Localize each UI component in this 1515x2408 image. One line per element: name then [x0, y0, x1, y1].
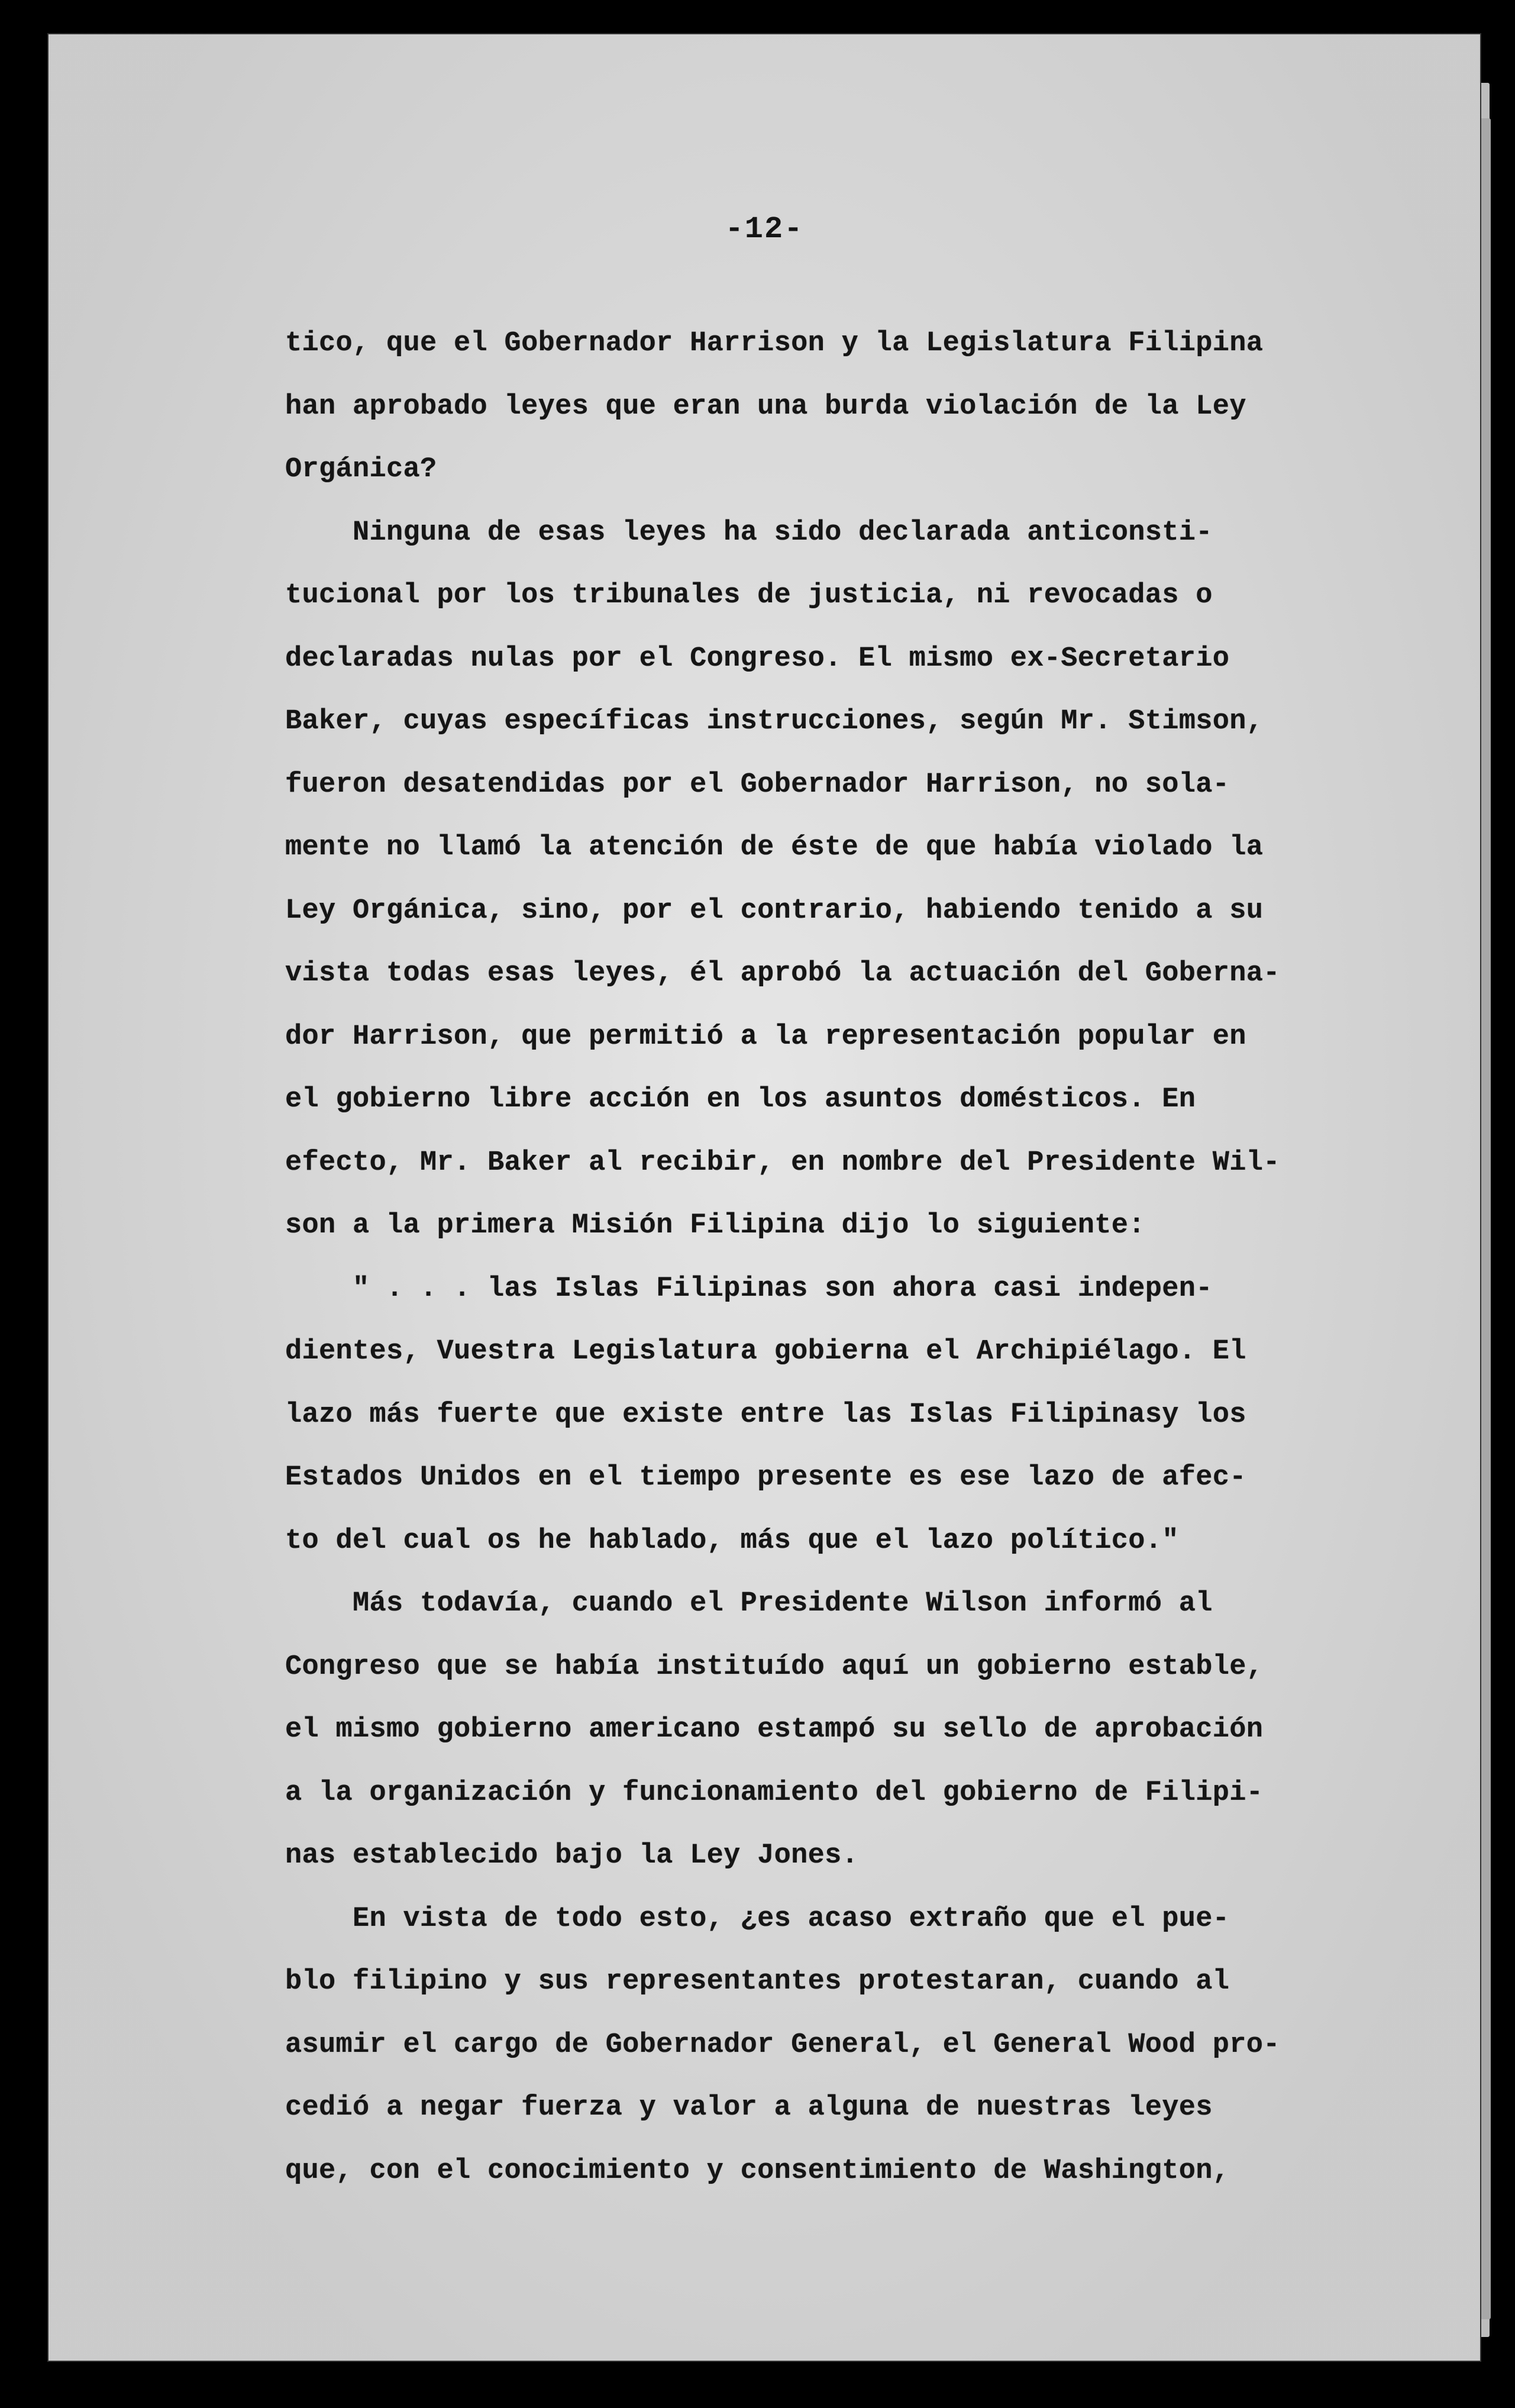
- text-line: tico, que el Gobernador Harrison y la Legislatura Filipina: [285, 328, 1264, 359]
- document-page: [49, 34, 1480, 2361]
- text-line: el mismo gobierno americano estampó su sello de aprobación: [285, 1714, 1264, 1745]
- text-line: tucional por los tribunales de justicia, ni revocadas o: [285, 580, 1213, 611]
- text-line: han aprobado leyes que eran una burda violación de la Ley: [285, 390, 1246, 422]
- text-line: cedió a negar fuerza y valor a alguna de nuestras leyes: [285, 2092, 1213, 2123]
- text-line: dor Harrison, que permitió a la representación popular en: [285, 1021, 1246, 1053]
- text-line: En vista de todo esto, ¿es acaso extraño que el pue-: [285, 1903, 1230, 1935]
- text-line: efecto, Mr. Baker al recibir, en nombre del Presidente Wil-: [285, 1147, 1280, 1179]
- text-line: fueron desatendidas por el Gobernador Harrison, no sola-: [285, 769, 1230, 800]
- quote-line: to del cual os he hablado, más que el lazo político.": [285, 1525, 1179, 1557]
- text-line: Ley Orgánica, sino, por el contrario, habiendo tenido a su: [285, 895, 1264, 927]
- text-line: Ninguna de esas leyes ha sido declarada anticonsti-: [285, 517, 1213, 548]
- text-line: blo filipino y sus representantes protestaran, cuando al: [285, 1966, 1230, 1997]
- text-line: el gobierno libre acción en los asuntos domésticos. En: [285, 1084, 1196, 1115]
- quote-line: dientes, Vuestra Legislatura gobierna el Archipiélago. El: [285, 1336, 1246, 1367]
- text-line: Congreso que se había instituído aquí un gobierno estable,: [285, 1651, 1264, 1683]
- text-line: asumir el cargo de Gobernador General, el General Wood pro-: [285, 2029, 1280, 2061]
- text-line: son a la primera Misión Filipina dijo lo siguiente:: [285, 1210, 1145, 1241]
- page-number: -12-: [725, 212, 804, 247]
- text-line: que, con el conocimiento y consentimiento de Washington,: [285, 2155, 1230, 2187]
- text-line: declaradas nulas por el Congreso. El mismo ex-Secretario: [285, 643, 1230, 674]
- body-text: [285, 312, 1409, 2203]
- quote-line: Estados Unidos en el tiempo presente es ese lazo de afec-: [285, 1462, 1246, 1493]
- text-line: a la organización y funcionamiento del gobierno de Filipi-: [285, 1777, 1264, 1809]
- text-line: Más todavía, cuando el Presidente Wilson informó al: [285, 1588, 1213, 1619]
- quote-line: " . . . las Islas Filipinas son ahora casi indepen-: [285, 1273, 1213, 1305]
- text-line: nas establecido bajo la Ley Jones.: [285, 1840, 859, 1871]
- text-line: Baker, cuyas específicas instrucciones, según Mr. Stimson,: [285, 706, 1264, 737]
- text-line: vista todas esas leyes, él aprobó la actuación del Goberna-: [285, 958, 1280, 989]
- text-line: mente no llamó la atención de éste de que había violado la: [285, 832, 1264, 863]
- text-line: Orgánica?: [285, 454, 437, 485]
- quote-line: lazo más fuerte que existe entre las Islas Filipinasy los: [285, 1399, 1246, 1431]
